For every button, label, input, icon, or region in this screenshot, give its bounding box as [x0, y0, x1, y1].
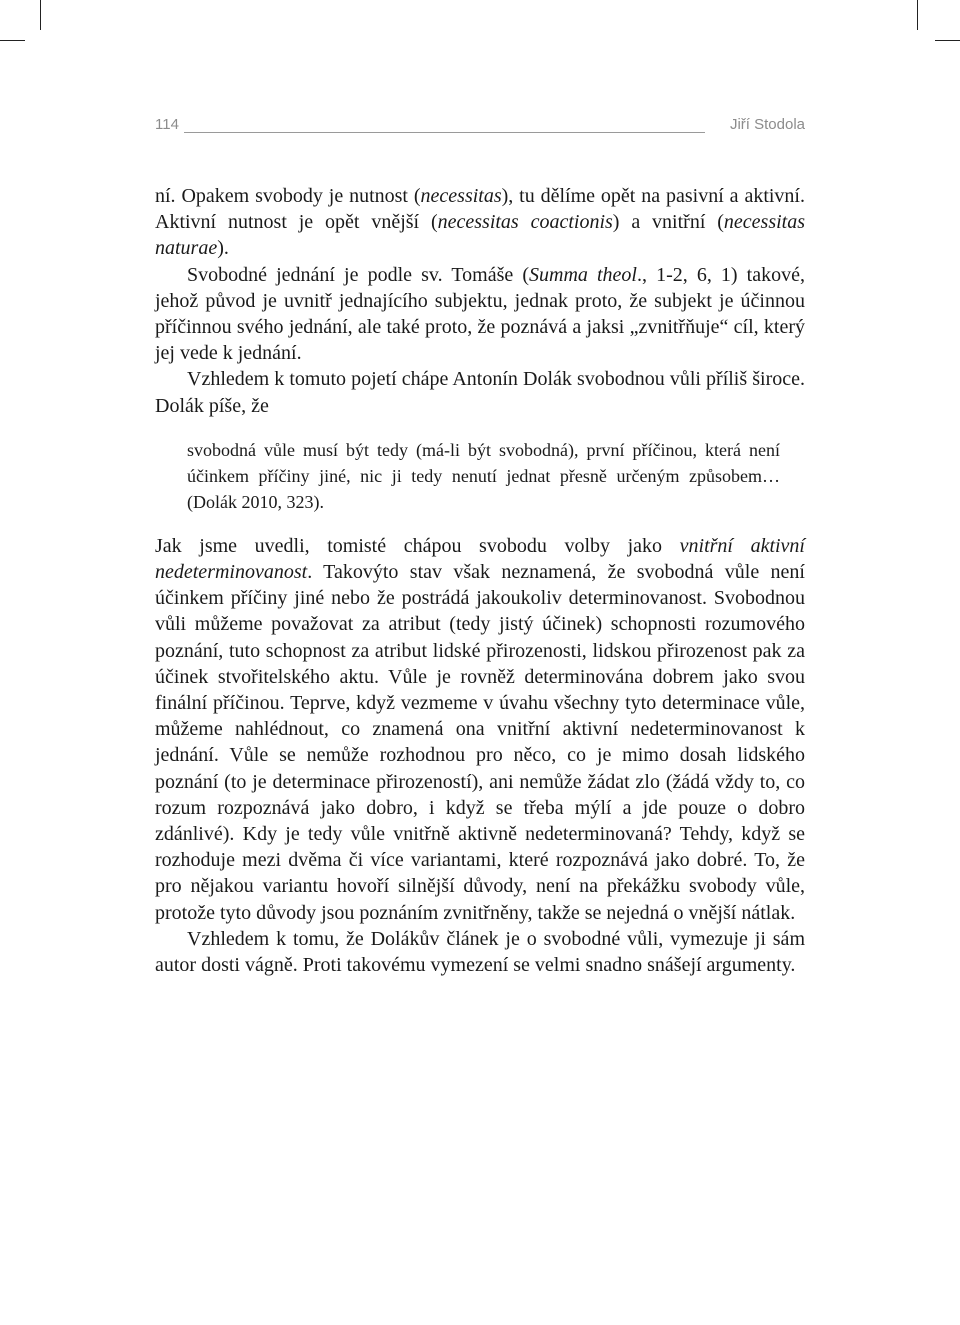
crop-mark — [40, 0, 41, 30]
paragraph-5: Vzhledem k tomu, že Dolákův článek je o svobodné vůli, vymezuje ji sám autor dosti vágně. Proti takovému vymezení se velmi snadno snášejí argumenty. — [155, 927, 805, 977]
header-rule — [184, 132, 705, 133]
paragraph-3: Vzhledem k tomuto pojetí chápe Antonín Dolák svobodnou vůli příliš široce. Dolák píše, že — [155, 368, 805, 417]
paragraph-4 — [155, 533, 805, 926]
block-quote: svobodná vůle musí být tedy (má-li být svobodná), první příčinou, která není účinkem příčiny jiné, nic ji tedy nenutí jednat přesně určeným způsobem… (Dolák 2010, 323). — [187, 439, 780, 512]
text-span: Svobodné jednání je podle sv. Tomáše ( — [187, 263, 529, 286]
text-span: . Takovýto stav však neznamená, že svobodná vůle není účinkem příčiny jiné nebo že postrádá jakoukoliv determinovanost. Svobodnou vůli můžeme považovat za atribut (tedy jistý účinek) schopnosti rozumového poznání, tuto schopnost za atribut lidské přirozenosti, lidskou přirozenost pak za účinek stvořitelského aktu. Vůle je rovněž determinována dobrem jako svou finální příčinou. Teprve, když vezmeme v úvahu všechny tyto determinace vůle, můžeme nahlédnout, co znamená ona vnitřní aktivní nedeterminovanost k jednání. Vůle se nemůže rozhodnou pro něco, co je mimo dosah lidského poznání (to je determinace přirozeností), ani nemůže žádat zlo (žádá vždy to, co rozum rozpoznává jako dobro, i když se třeba mýlí a jde pouze o dobro zdánlivé). Kdy je tedy vůle vnitřně aktivně nedeterminovaná? Tehdy, když se rozhoduje mezi dvěma či více variantami, které rozpoznává jako dobré. To, že pro nějakou variantu hovoří silnější důvody, není na překážku svobody vůle, protože tyto důvody jsou poznáním zvnitřněny, takže se nejedná o vnější nátlak. — [155, 561, 805, 924]
paragraph-1 — [155, 183, 805, 262]
running-header — [155, 116, 805, 138]
text-span: Jak jsme uvedli, tomisté chápou svobodu volby jako — [155, 534, 680, 557]
text-span: ., 1-2, 6, 1) takové, jehož původ je uvnitř jednajícího subjektu, jednak proto, že subjekt je účinnou příčinnou svého jednání, ale také proto, že poznává a jaksi „zvnitřňuje“ cíl, který jej vede k jednání. — [155, 263, 805, 365]
text-span: ). — [217, 237, 229, 260]
paragraph-2 — [155, 262, 805, 367]
crop-mark — [935, 40, 960, 41]
italic-term: necessitas naturae — [155, 211, 806, 260]
running-author: Jiří Stodola — [729, 116, 805, 133]
italic-title: Summa theol — [529, 263, 637, 286]
text-span: ), tu dělíme opět na pasivní a aktivní. Aktivní nutnost je opět vnější ( — [155, 185, 805, 234]
page-number: 114 — [155, 116, 179, 133]
italic-term: vnitřní aktivní nedeterminovanost — [155, 534, 805, 584]
crop-mark — [0, 40, 25, 41]
text-span: ) a vnitřní ( — [612, 211, 724, 234]
text-span: ní. Opakem svobody je nutnost ( — [155, 185, 421, 207]
italic-term: necessitas coactionis — [437, 211, 613, 234]
crop-mark — [917, 0, 918, 30]
italic-term: necessitas — [420, 185, 502, 207]
body-text — [155, 183, 805, 978]
